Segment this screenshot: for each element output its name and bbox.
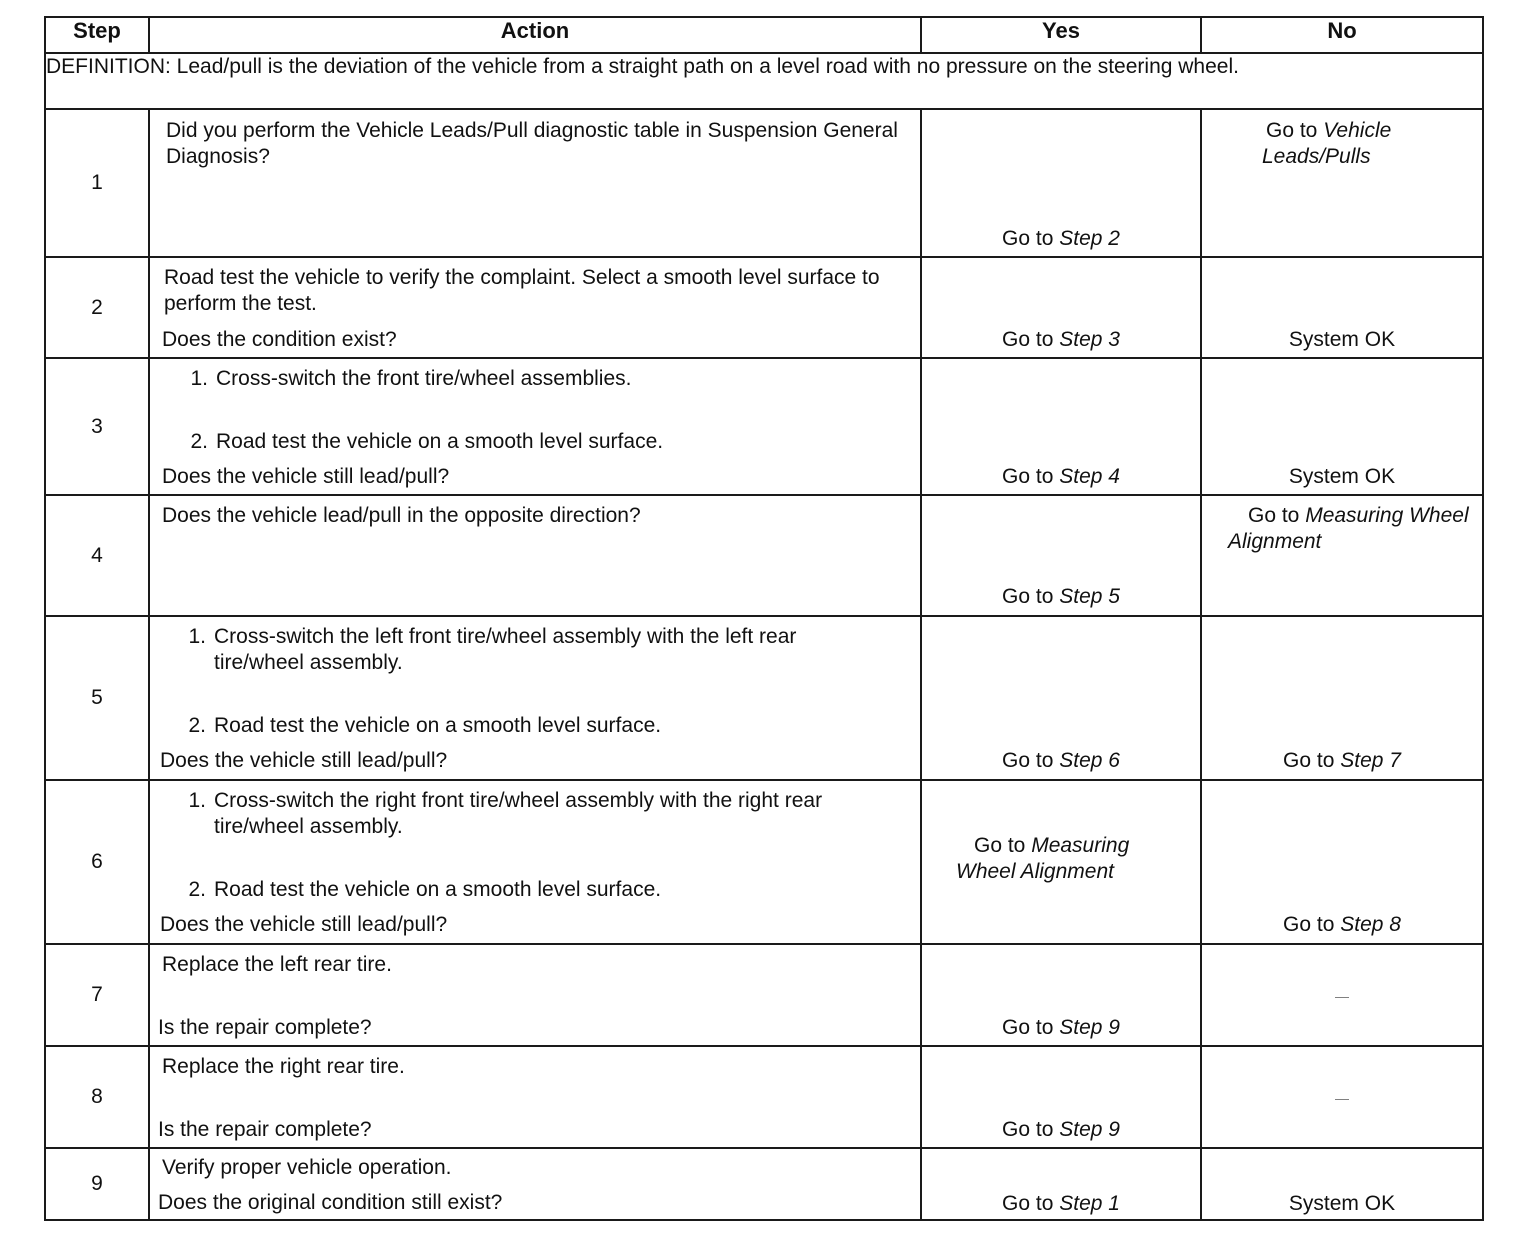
- yes-result: Go to Step 9: [1002, 1016, 1120, 1039]
- yes-cell: [921, 495, 1201, 616]
- action-text: Did you perform the Vehicle Leads/Pull diagnostic table in Suspension General Diagnosis?: [166, 119, 898, 168]
- action-text: Replace the right rear tire.: [162, 1055, 405, 1078]
- no-cell: [1201, 109, 1483, 257]
- yes-result: Go to Measuring Wheel Alignment: [956, 834, 1130, 883]
- action-cell: [149, 358, 921, 495]
- table-row: [45, 1046, 1483, 1148]
- yes-cell: [921, 780, 1201, 944]
- yes-link[interactable]: Measuring Wheel Alignment: [956, 834, 1130, 883]
- yes-link[interactable]: Step 2: [1059, 227, 1120, 250]
- yes-cell: [921, 109, 1201, 257]
- header-yes: Yes: [921, 17, 1201, 53]
- no-cell: [1201, 257, 1483, 358]
- action-question: Does the vehicle still lead/pull?: [160, 749, 448, 772]
- action-cell: [149, 257, 921, 358]
- yes-link[interactable]: Step 9: [1059, 1016, 1120, 1039]
- action-cell: [149, 1046, 921, 1148]
- action-list-item: 2. Road test the vehicle on a smooth level surface.: [188, 714, 662, 737]
- action-list-item: 1. Cross-switch the left front tire/wheel assembly with the left rear tire/wheel assembly.: [188, 625, 797, 674]
- step-number: 2: [45, 257, 149, 358]
- yes-cell: [921, 1148, 1201, 1220]
- no-result: System OK: [1288, 328, 1396, 351]
- action-text: Does the vehicle lead/pull in the opposite direction?: [162, 504, 641, 527]
- yes-cell: [921, 616, 1201, 780]
- step-number: 9: [45, 1148, 149, 1220]
- no-result: System OK: [1288, 465, 1396, 488]
- header-row: [45, 17, 1483, 53]
- header-no: No: [1201, 17, 1483, 53]
- yes-cell: [921, 257, 1201, 358]
- header-step: Step: [45, 17, 149, 53]
- action-list-item: 1. Cross-switch the front tire/wheel assemblies.: [190, 367, 632, 390]
- action-question: Is the repair complete?: [158, 1016, 372, 1039]
- yes-link[interactable]: Step 9: [1059, 1118, 1120, 1141]
- no-result: Go to Vehicle Leads/Pulls: [1262, 119, 1392, 168]
- no-result: Go to Measuring Wheel Alignment: [1228, 504, 1469, 553]
- action-cell: [149, 495, 921, 616]
- no-result: —: [1335, 1090, 1349, 1106]
- diagnostic-table: [44, 16, 1484, 1221]
- action-question: Does the vehicle still lead/pull?: [162, 465, 450, 488]
- no-result: Go to Step 7: [1283, 749, 1401, 772]
- yes-link[interactable]: Step 5: [1059, 585, 1120, 608]
- no-cell: [1201, 780, 1483, 944]
- step-number: 6: [45, 780, 149, 944]
- table-row: [45, 616, 1483, 780]
- table-row: [45, 1148, 1483, 1220]
- action-question: Does the condition exist?: [162, 328, 397, 351]
- action-text: Verify proper vehicle operation.: [162, 1156, 452, 1179]
- yes-link[interactable]: Step 1: [1059, 1192, 1120, 1215]
- yes-cell: [921, 1046, 1201, 1148]
- no-cell: [1201, 944, 1483, 1046]
- yes-link[interactable]: Step 4: [1059, 465, 1120, 488]
- no-cell: [1201, 1046, 1483, 1148]
- step-number: 1: [45, 109, 149, 257]
- table-row: [45, 944, 1483, 1046]
- action-question: Does the vehicle still lead/pull?: [160, 913, 448, 936]
- yes-result: Go to Step 6: [1002, 749, 1120, 772]
- no-result: Go to Step 8: [1283, 913, 1401, 936]
- step-number: 4: [45, 495, 149, 616]
- no-cell: [1201, 358, 1483, 495]
- action-list-item: 2. Road test the vehicle on a smooth level surface.: [190, 430, 664, 453]
- action-list-item: 1. Cross-switch the right front tire/wheel assembly with the right rear tire/wheel assembly.: [188, 789, 823, 838]
- no-link[interactable]: Step 7: [1340, 749, 1401, 772]
- action-cell: [149, 616, 921, 780]
- action-question: Is the repair complete?: [158, 1118, 372, 1141]
- step-number: 7: [45, 944, 149, 1046]
- step-number: 3: [45, 358, 149, 495]
- no-link[interactable]: Step 8: [1340, 913, 1401, 936]
- yes-result: Go to Step 2: [1002, 227, 1120, 250]
- action-text: Road test the vehicle to verify the complaint. Select a smooth level surface to perform the test.: [164, 266, 880, 315]
- action-cell: [149, 780, 921, 944]
- yes-cell: [921, 944, 1201, 1046]
- yes-link[interactable]: Step 3: [1059, 328, 1120, 351]
- action-cell: [149, 109, 921, 257]
- action-list-item: 2. Road test the vehicle on a smooth level surface.: [188, 878, 662, 901]
- yes-result: Go to Step 9: [1002, 1118, 1120, 1141]
- table-row: [45, 257, 1483, 358]
- no-result: System OK: [1288, 1192, 1396, 1215]
- yes-cell: [921, 358, 1201, 495]
- no-cell: [1201, 616, 1483, 780]
- no-link[interactable]: Measuring Wheel Alignment: [1228, 504, 1469, 553]
- action-text: Replace the left rear tire.: [162, 953, 392, 976]
- action-cell: [149, 944, 921, 1046]
- yes-result: Go to Step 3: [1002, 328, 1120, 351]
- header-action: Action: [149, 17, 921, 53]
- table-row: [45, 495, 1483, 616]
- yes-result: Go to Step 1: [1002, 1192, 1120, 1215]
- yes-result: Go to Step 4: [1002, 465, 1120, 488]
- action-cell: [149, 1148, 921, 1220]
- yes-result: Go to Step 5: [1002, 585, 1120, 608]
- step-number: 8: [45, 1046, 149, 1148]
- no-link[interactable]: Vehicle Leads/Pulls: [1262, 119, 1392, 168]
- table-row: [45, 780, 1483, 944]
- table-row: [45, 109, 1483, 257]
- no-cell: [1201, 495, 1483, 616]
- no-cell: [1201, 1148, 1483, 1220]
- no-result: —: [1335, 988, 1349, 1004]
- step-number: 5: [45, 616, 149, 780]
- action-question: Does the original condition still exist?: [158, 1191, 503, 1214]
- definition-row: [45, 53, 1483, 109]
- yes-link[interactable]: Step 6: [1059, 749, 1120, 772]
- table-row: [45, 358, 1483, 495]
- definition-text: DEFINITION: Lead/pull is the deviation of the vehicle from a straight path on a level road with no pressure on the steering wheel.: [45, 53, 1483, 109]
